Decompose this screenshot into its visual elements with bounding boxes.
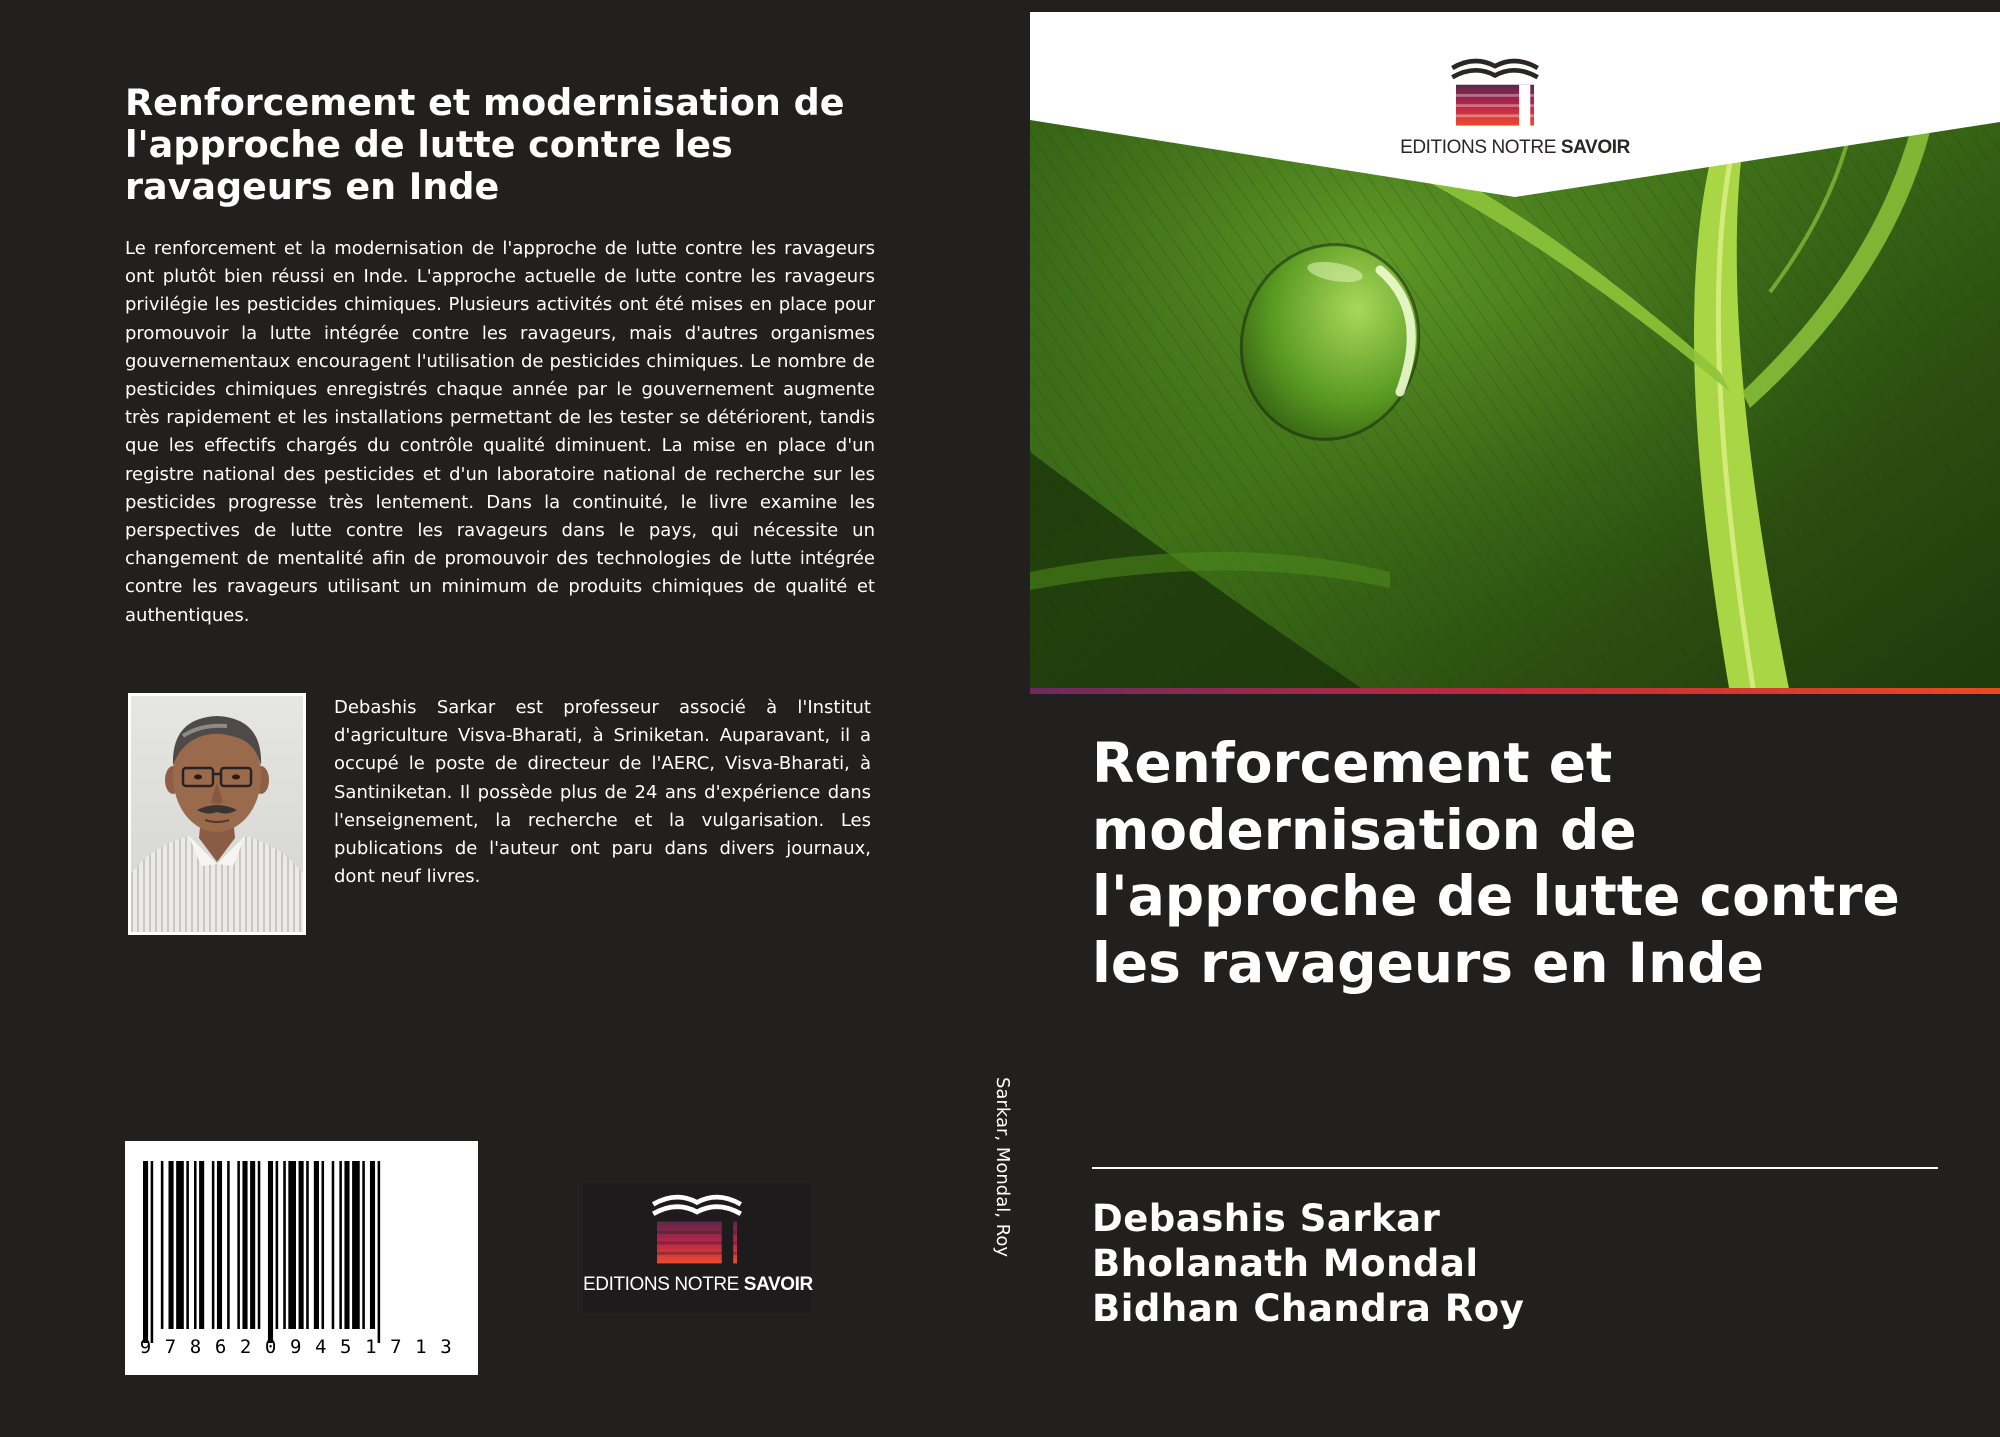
barcode-bar (362, 1161, 365, 1329)
author-name: Bidhan Chandra Roy (1092, 1287, 1525, 1330)
barcode-bar (370, 1161, 375, 1329)
barcode-bar (176, 1161, 184, 1329)
barcode-bar (276, 1161, 279, 1329)
author-name: Bholanath Mondal (1092, 1242, 1479, 1285)
barcode-bar (344, 1161, 349, 1329)
book-summary: Le renforcement et la modernisation de l'approche de lutte contre les ravageurs ont plutôt bien réussi en Inde. L'approche actuelle de lutte contre les ravageurs privilégie les pesticides chimiques. Plusieurs activités ont été mises en place pour promouvoir la lutte intégrée contre les ravageurs, mais d'autres organismes gouvernementaux encouragent l'utilisation de pesticides chimiques. Le nombre de pesticides chimiques enregistrés chaque année par le gouvernement augmente très rapidement et les installations permettant de les tester se détériorent, tandis que les effectifs chargés du contrôle qualité diminuent. La mise en place d'un registre national des pesticides et d'un laboratoire national de recherche sur les pesticides progresse très lentement. Dans la continuité, le livre examine les perspectives de lutte contre les ravageurs dans le pays, qui nécessite un changement de mentalité afin de promouvoir des technologies de lutte intégrée contre les ravageurs utilisant un minimum de produits chimiques de qualité et authentiques. (125, 238, 875, 626)
barcode-bar (314, 1161, 319, 1329)
front-cover-title: Renforcement et modernisation de l'approche de lutte contre les ravageurs en Inde (1092, 731, 1900, 995)
isbn-digits: 9786209451713 (139, 1336, 466, 1358)
barcode-bar (237, 1161, 240, 1329)
barcode-bar (332, 1161, 335, 1329)
barcode-bar (217, 1161, 222, 1329)
title-divider (1092, 1167, 1938, 1169)
open-book-stack-icon (1445, 55, 1545, 133)
barcode-bar (258, 1161, 261, 1329)
barcode-bar (306, 1161, 309, 1329)
barcode-bars (139, 1161, 464, 1343)
front-cover (1030, 0, 2000, 1437)
barcode-bar (250, 1161, 255, 1329)
barcode-bar (299, 1161, 304, 1329)
barcode-bar (268, 1161, 273, 1343)
barcode-bar (242, 1161, 247, 1329)
author-list (1092, 1196, 1952, 1331)
barcode-bar (352, 1161, 360, 1329)
barcode-bar (186, 1161, 189, 1329)
barcode-bar (322, 1161, 325, 1329)
barcode-bar (169, 1161, 174, 1329)
author-photo (128, 693, 306, 935)
author-name: Debashis Sarkar (1092, 1197, 1441, 1240)
spine-authors: Sarkar, Mondal, Roy (992, 1077, 1013, 1258)
barcode-bar (378, 1161, 381, 1343)
author-portrait (131, 696, 303, 932)
barcode-bar (227, 1161, 230, 1329)
front-publisher-name: EDITIONS NOTRE SAVOIR (1400, 137, 1630, 158)
back-publisher-logo (583, 1183, 811, 1313)
barcode-bar (288, 1161, 296, 1329)
barcode-bar (199, 1161, 204, 1329)
back-publisher-name: EDITIONS NOTRE SAVOIR (583, 1274, 813, 1295)
back-cover-title: Renforcement et modernisation de l'approche de lutte contre les ravageurs en Inde (125, 81, 845, 208)
author-bio: Debashis Sarkar est professeur associé à l'Institut d'agriculture Visva-Bharati, à Sriniketan. Auparavant, il a occupé le poste de directeur de l'AERC, Visva-Bharati, à Santiniketan. Il possède plus de 24 ans d'expérience dans l'enseignement, la recherche et la vulgarisation. Les publications de l'auteur ont paru dans divers journaux, dont neuf livres. (334, 697, 871, 888)
open-book-stack-icon (649, 1191, 745, 1271)
barcode-bar (339, 1161, 342, 1329)
barcode-bar (212, 1161, 215, 1329)
isbn-barcode (125, 1141, 478, 1375)
barcode-bar (283, 1161, 286, 1329)
barcode-bar (194, 1161, 197, 1329)
barcode-bar (151, 1161, 154, 1343)
barcode-bar (143, 1161, 148, 1343)
barcode-bar (161, 1161, 164, 1329)
